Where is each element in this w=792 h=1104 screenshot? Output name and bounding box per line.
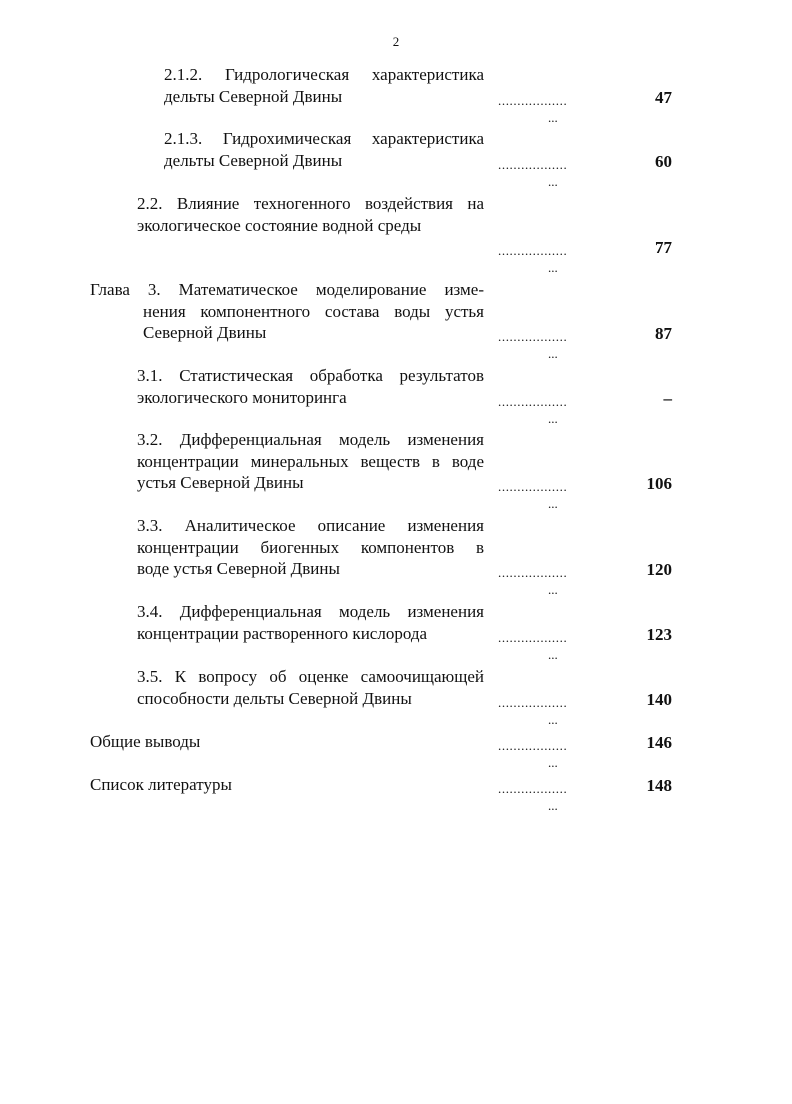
leader-dots: ..................	[498, 157, 568, 172]
leader-dots: ..................	[498, 738, 568, 753]
toc-entry	[0, 365, 792, 435]
toc-line: концентрации растворенного кислорода	[137, 623, 428, 643]
toc-line: способности дельты Северной Двины	[137, 688, 412, 708]
toc-line: дельты Северной Двины	[164, 150, 343, 170]
leader-dots: ..................	[498, 394, 568, 409]
leader-ellipsis: ...	[548, 582, 558, 597]
page-ref: 77	[655, 238, 672, 257]
toc-entry	[0, 601, 792, 671]
toc-entry-title	[90, 731, 484, 753]
leader-ellipsis: ...	[548, 411, 558, 426]
toc-entry-title	[164, 64, 484, 107]
toc-entry	[0, 774, 792, 822]
page-ref: 123	[646, 625, 672, 644]
page-ref: 120	[646, 560, 672, 579]
toc-line: Глава 3. Математическое моделирование изме-	[90, 280, 484, 299]
toc-entry	[0, 666, 792, 736]
toc-entry	[0, 64, 792, 134]
leader-dots: ..................	[498, 781, 568, 796]
toc-line: 3.2. Дифференциальная модель изменения	[137, 430, 484, 449]
toc-entry	[0, 193, 792, 283]
toc-line: 3.4. Дифференциальная модель изменения	[137, 602, 484, 621]
toc-entry-title	[90, 279, 484, 344]
toc-entry-title	[137, 365, 484, 408]
toc-entry	[0, 429, 792, 519]
page-ref: 106	[646, 474, 672, 493]
toc-entry-title	[137, 515, 484, 580]
toc-line: нения компонентного состава воды устья	[143, 301, 484, 321]
toc-line: 3.3. Аналитическое описание изменения	[137, 516, 484, 535]
toc-line: 3.5. К вопросу об оценке самоочищающей	[137, 667, 484, 686]
page-ref: 87	[655, 324, 672, 343]
leader-ellipsis: ...	[548, 496, 558, 511]
leader-dots: ..................	[498, 243, 568, 258]
page-number: 2	[392, 34, 400, 49]
toc-entry-title	[137, 193, 484, 236]
toc-line: экологического мониторинга	[137, 387, 347, 407]
toc-line: воде устья Северной Двины	[137, 559, 340, 578]
toc-line: концентрации минеральных веществ в воде	[137, 451, 484, 471]
toc-entry-title	[90, 774, 484, 796]
leader-ellipsis: ...	[548, 647, 558, 662]
leader-ellipsis: ...	[548, 712, 558, 727]
toc-line: экологическое состояние водной среды	[137, 215, 422, 235]
toc-line: Северной Двины	[143, 323, 267, 342]
leader-dots: ..................	[498, 630, 568, 645]
leader-dots: ..................	[498, 479, 568, 494]
toc-line: 2.2. Влияние техногенного воздействия на	[137, 194, 484, 213]
leader-dots: ..................	[498, 565, 568, 580]
toc-line: Список литературы	[90, 775, 232, 794]
leader-ellipsis: ...	[548, 110, 558, 125]
page-ref: –	[663, 389, 672, 408]
toc-entry-title	[164, 128, 484, 171]
toc-line: дельты Северной Двины	[164, 86, 343, 106]
toc-entry	[0, 731, 792, 779]
leader-dots: ..................	[498, 695, 568, 710]
leader-ellipsis: ...	[548, 346, 558, 361]
toc-entry-title	[137, 601, 484, 644]
leader-ellipsis: ...	[548, 174, 558, 189]
toc-line: концентрации биогенных компонентов в	[137, 537, 484, 557]
toc-entry-title	[137, 666, 484, 709]
page-ref: 146	[646, 733, 672, 752]
toc-line: 2.1.2. Гидрологическая характеристика	[164, 65, 484, 84]
leader-ellipsis: ...	[548, 260, 558, 275]
toc-entry	[0, 515, 792, 605]
toc-line: 3.1. Статистическая обработка результатов	[137, 366, 484, 385]
page-ref: 60	[655, 152, 672, 171]
page-ref: 148	[646, 776, 672, 795]
leader-ellipsis: ...	[548, 798, 558, 813]
page-ref: 47	[655, 88, 672, 107]
page-ref: 140	[646, 690, 672, 709]
leader-ellipsis: ...	[548, 755, 558, 770]
leader-dots: ..................	[498, 93, 568, 108]
toc-line: устья Северной Двины	[137, 473, 304, 492]
toc-entry	[0, 128, 792, 198]
toc-entry	[0, 279, 792, 369]
leader-dots: ..................	[498, 329, 568, 344]
toc-entry-title	[137, 429, 484, 494]
toc-line: Общие выводы	[90, 732, 201, 751]
toc-line: 2.1.3. Гидрохимическая характеристика	[164, 129, 484, 148]
